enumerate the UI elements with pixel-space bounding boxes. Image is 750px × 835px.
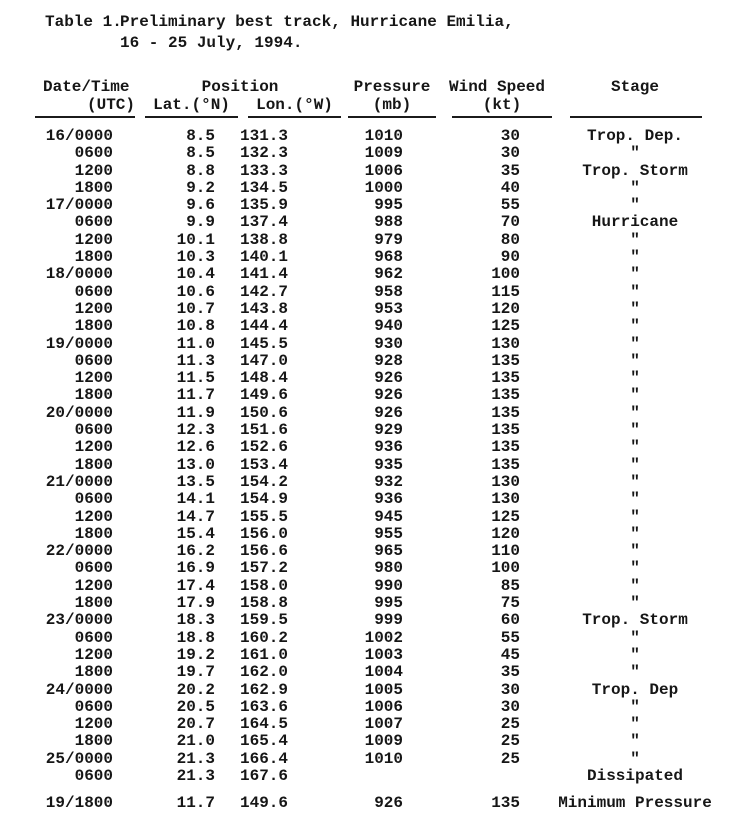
table-row — [0, 647, 750, 664]
cell-date-time: 20/0000 — [45, 403, 113, 422]
cell-pressure: 990 — [374, 576, 403, 595]
cell-date-time: 0600 — [74, 351, 113, 370]
cell-stage: " — [630, 282, 640, 301]
cell-pressure: 1007 — [364, 715, 403, 734]
column-header-mb: (mb) — [348, 95, 436, 118]
cell-stage: " — [630, 507, 640, 526]
cell-longitude: 147.0 — [239, 351, 288, 370]
table-row — [0, 630, 750, 647]
table-row — [0, 457, 750, 474]
cell-pressure: 945 — [374, 507, 403, 526]
table-row — [0, 163, 750, 180]
cell-longitude: 156.0 — [239, 524, 288, 543]
cell-pressure: 958 — [374, 282, 403, 301]
cell-date-time: 0600 — [74, 766, 113, 785]
table-row — [0, 768, 750, 785]
summary-row — [0, 795, 750, 812]
cell-stage: " — [630, 438, 640, 457]
cell-latitude: 11.5 — [176, 369, 215, 388]
cell-date-time: 19/1800 — [45, 794, 113, 813]
cell-wind-speed: 135 — [491, 438, 520, 457]
cell-pressure: 1010 — [364, 127, 403, 145]
cell-stage: " — [630, 369, 640, 388]
table-row — [0, 664, 750, 681]
cell-stage: " — [630, 421, 640, 440]
cell-date-time: 1800 — [74, 455, 113, 474]
cell-latitude: 18.3 — [176, 611, 215, 630]
column-header-longitude: Lon.(°W) — [248, 95, 341, 118]
cell-stage: " — [630, 334, 640, 353]
cell-wind-speed: 120 — [491, 524, 520, 543]
cell-date-time: 0600 — [74, 697, 113, 716]
cell-date-time: 18/0000 — [45, 265, 113, 284]
cell-latitude: 16.2 — [176, 542, 215, 561]
cell-latitude: 14.7 — [176, 507, 215, 526]
cell-stage: " — [630, 317, 640, 336]
cell-pressure: 995 — [374, 196, 403, 215]
cell-latitude: 10.8 — [176, 317, 215, 336]
cell-pressure: 1005 — [364, 680, 403, 699]
cell-date-time: 0600 — [74, 628, 113, 647]
table-row — [0, 526, 750, 543]
cell-pressure: 940 — [374, 317, 403, 336]
cell-wind-speed: 35 — [500, 663, 520, 682]
cell-stage: " — [630, 144, 640, 163]
cell-pressure: 929 — [374, 421, 403, 440]
table-row — [0, 353, 750, 370]
table-body — [0, 128, 750, 813]
cell-wind-speed: 135 — [491, 386, 520, 405]
cell-longitude: 131.3 — [239, 127, 288, 145]
cell-stage: " — [630, 472, 640, 491]
cell-stage: " — [630, 490, 640, 509]
cell-longitude: 154.9 — [239, 490, 288, 509]
table-row — [0, 145, 750, 162]
column-header-utc: (UTC) — [35, 95, 135, 118]
table-row — [0, 266, 750, 283]
cell-longitude: 167.6 — [239, 766, 288, 785]
cell-longitude: 165.4 — [239, 732, 288, 751]
cell-pressure: 1009 — [364, 732, 403, 751]
table-row — [0, 214, 750, 231]
cell-wind-speed: 30 — [500, 127, 520, 145]
cell-latitude: 21.0 — [176, 732, 215, 751]
cell-latitude: 8.5 — [186, 127, 215, 145]
cell-latitude: 11.7 — [176, 386, 215, 405]
cell-pressure: 979 — [374, 230, 403, 249]
cell-longitude: 161.0 — [239, 645, 288, 664]
table-row — [0, 509, 750, 526]
table-row — [0, 422, 750, 439]
table-row — [0, 128, 750, 145]
table-row — [0, 543, 750, 560]
cell-date-time: 1800 — [74, 317, 113, 336]
cell-date-time: 0600 — [74, 421, 113, 440]
cell-wind-speed: 25 — [500, 732, 520, 751]
cell-latitude: 15.4 — [176, 524, 215, 543]
cell-wind-speed: 25 — [500, 715, 520, 734]
table-row — [0, 595, 750, 612]
cell-date-time: 25/0000 — [45, 749, 113, 768]
cell-pressure: 980 — [374, 559, 403, 578]
cell-wind-speed: 85 — [500, 576, 520, 595]
column-header-kt: (kt) — [452, 95, 552, 118]
cell-pressure: 968 — [374, 248, 403, 267]
cell-stage: " — [630, 628, 640, 647]
table-row — [0, 578, 750, 595]
cell-pressure: 1006 — [364, 161, 403, 180]
cell-latitude: 14.1 — [176, 490, 215, 509]
table-title-line2: 16 - 25 July, 1994. — [120, 34, 303, 52]
cell-pressure: 962 — [374, 265, 403, 284]
cell-latitude: 9.6 — [186, 196, 215, 215]
cell-latitude: 20.7 — [176, 715, 215, 734]
cell-latitude: 11.0 — [176, 334, 215, 353]
cell-stage: " — [630, 230, 640, 249]
cell-latitude: 20.5 — [176, 697, 215, 716]
cell-date-time: 23/0000 — [45, 611, 113, 630]
cell-date-time: 1800 — [74, 663, 113, 682]
cell-longitude: 158.8 — [239, 594, 288, 613]
cell-stage: " — [630, 455, 640, 474]
cell-stage: " — [630, 732, 640, 751]
cell-wind-speed: 100 — [491, 559, 520, 578]
cell-longitude: 154.2 — [239, 472, 288, 491]
column-header-wind-speed: Wind Speed — [448, 78, 545, 96]
table-title-line1: Preliminary best track, Hurricane Emilia, — [120, 13, 514, 31]
cell-date-time: 24/0000 — [45, 680, 113, 699]
cell-stage: " — [630, 559, 640, 578]
cell-longitude: 159.5 — [239, 611, 288, 630]
cell-longitude: 153.4 — [239, 455, 288, 474]
table-row — [0, 699, 750, 716]
table-row — [0, 682, 750, 699]
cell-latitude: 13.5 — [176, 472, 215, 491]
stage-header-underline — [570, 95, 702, 118]
cell-pressure: 995 — [374, 594, 403, 613]
cell-stage: Hurricane — [591, 213, 679, 232]
cell-date-time: 0600 — [74, 213, 113, 232]
cell-longitude: 164.5 — [239, 715, 288, 734]
cell-wind-speed: 100 — [491, 265, 520, 284]
cell-wind-speed: 135 — [491, 351, 520, 370]
cell-stage: " — [630, 576, 640, 595]
table-row — [0, 180, 750, 197]
cell-pressure: 930 — [374, 334, 403, 353]
table-row — [0, 733, 750, 750]
cell-pressure — [288, 768, 403, 785]
table-row — [0, 491, 750, 508]
cell-date-time: 0600 — [74, 282, 113, 301]
cell-latitude: 19.7 — [176, 663, 215, 682]
cell-longitude: 141.4 — [239, 265, 288, 284]
cell-pressure: 1010 — [364, 749, 403, 768]
cell-latitude: 9.9 — [186, 213, 215, 232]
cell-stage: " — [630, 715, 640, 734]
cell-wind-speed: 135 — [491, 794, 520, 813]
cell-stage: " — [630, 749, 640, 768]
cell-longitude: 162.0 — [239, 663, 288, 682]
cell-longitude: 145.5 — [239, 334, 288, 353]
cell-wind-speed: 115 — [491, 282, 520, 301]
cell-date-time: 1200 — [74, 299, 113, 318]
cell-longitude: 162.9 — [239, 680, 288, 699]
table-row — [0, 336, 750, 353]
cell-stage: Trop. Dep. — [586, 127, 683, 145]
cell-latitude: 8.5 — [186, 144, 215, 163]
cell-stage: " — [630, 697, 640, 716]
cell-wind-speed: 120 — [491, 299, 520, 318]
cell-latitude: 9.2 — [186, 178, 215, 197]
cell-wind-speed — [403, 768, 520, 785]
table-row — [0, 197, 750, 214]
cell-longitude: 148.4 — [239, 369, 288, 388]
cell-longitude: 157.2 — [239, 559, 288, 578]
cell-wind-speed: 30 — [500, 144, 520, 163]
cell-pressure: 965 — [374, 542, 403, 561]
cell-longitude: 135.9 — [239, 196, 288, 215]
cell-pressure: 1004 — [364, 663, 403, 682]
cell-longitude: 133.3 — [239, 161, 288, 180]
table-row — [0, 370, 750, 387]
cell-pressure: 936 — [374, 490, 403, 509]
cell-longitude: 156.6 — [239, 542, 288, 561]
cell-longitude: 134.5 — [239, 178, 288, 197]
cell-wind-speed: 130 — [491, 490, 520, 509]
cell-longitude: 138.8 — [239, 230, 288, 249]
cell-pressure: 1002 — [364, 628, 403, 647]
table-row — [0, 560, 750, 577]
cell-latitude: 10.7 — [176, 299, 215, 318]
cell-date-time: 0600 — [74, 144, 113, 163]
cell-wind-speed: 25 — [500, 749, 520, 768]
table-row — [0, 439, 750, 456]
cell-longitude: 137.4 — [239, 213, 288, 232]
column-header-stage: Stage — [610, 78, 659, 96]
cell-latitude: 10.4 — [176, 265, 215, 284]
cell-wind-speed: 125 — [491, 507, 520, 526]
cell-wind-speed: 135 — [491, 403, 520, 422]
cell-latitude: 20.2 — [176, 680, 215, 699]
table-row — [0, 716, 750, 733]
cell-pressure: 955 — [374, 524, 403, 543]
cell-date-time: 1200 — [74, 230, 113, 249]
cell-pressure: 1000 — [364, 178, 403, 197]
cell-wind-speed: 80 — [500, 230, 520, 249]
cell-longitude: 158.0 — [239, 576, 288, 595]
cell-pressure: 935 — [374, 455, 403, 474]
cell-stage: " — [630, 403, 640, 422]
cell-date-time: 21/0000 — [45, 472, 113, 491]
cell-wind-speed: 70 — [500, 213, 520, 232]
cell-date-time: 1800 — [74, 178, 113, 197]
column-header-pressure: Pressure — [353, 78, 431, 96]
cell-date-time: 1200 — [74, 507, 113, 526]
cell-date-time: 0600 — [74, 490, 113, 509]
cell-latitude: 16.9 — [176, 559, 215, 578]
cell-stage: " — [630, 196, 640, 215]
cell-wind-speed: 55 — [500, 628, 520, 647]
cell-wind-speed: 75 — [500, 594, 520, 613]
cell-longitude: 152.6 — [239, 438, 288, 457]
cell-wind-speed: 30 — [500, 697, 520, 716]
cell-latitude: 17.9 — [176, 594, 215, 613]
cell-stage: " — [630, 645, 640, 664]
cell-date-time: 1800 — [74, 524, 113, 543]
cell-latitude: 12.6 — [176, 438, 215, 457]
cell-date-time: 1200 — [74, 576, 113, 595]
cell-date-time: 22/0000 — [45, 542, 113, 561]
cell-pressure: 932 — [374, 472, 403, 491]
cell-stage: Minimum Pressure — [558, 794, 712, 813]
cell-stage: " — [630, 386, 640, 405]
cell-longitude: 151.6 — [239, 421, 288, 440]
cell-wind-speed: 35 — [500, 161, 520, 180]
cell-latitude: 11.9 — [176, 403, 215, 422]
cell-latitude: 12.3 — [176, 421, 215, 440]
table-row — [0, 612, 750, 629]
cell-stage: Trop. Dep — [591, 680, 679, 699]
table-row — [0, 284, 750, 301]
cell-stage: " — [630, 663, 640, 682]
table-row — [0, 751, 750, 768]
cell-pressure: 928 — [374, 351, 403, 370]
cell-latitude: 8.8 — [186, 161, 215, 180]
cell-latitude: 21.3 — [176, 749, 215, 768]
cell-latitude: 13.0 — [176, 455, 215, 474]
cell-date-time: 1200 — [74, 161, 113, 180]
cell-wind-speed: 135 — [491, 455, 520, 474]
cell-wind-speed: 110 — [491, 542, 520, 561]
cell-date-time: 1800 — [74, 386, 113, 405]
cell-date-time: 1800 — [74, 732, 113, 751]
cell-longitude: 144.4 — [239, 317, 288, 336]
cell-date-time: 0600 — [74, 559, 113, 578]
cell-latitude: 10.6 — [176, 282, 215, 301]
cell-date-time: 1200 — [74, 369, 113, 388]
cell-latitude: 11.7 — [176, 794, 215, 813]
cell-longitude: 149.6 — [239, 386, 288, 405]
cell-stage: Trop. Storm — [582, 161, 688, 180]
cell-wind-speed: 40 — [500, 178, 520, 197]
cell-stage: " — [630, 178, 640, 197]
cell-pressure: 999 — [374, 611, 403, 630]
cell-longitude: 149.6 — [239, 794, 288, 813]
cell-latitude: 18.8 — [176, 628, 215, 647]
cell-stage: " — [630, 524, 640, 543]
cell-latitude: 17.4 — [176, 576, 215, 595]
table-row — [0, 249, 750, 266]
cell-date-time: 1200 — [74, 645, 113, 664]
cell-stage: " — [630, 299, 640, 318]
table-row — [0, 232, 750, 249]
cell-date-time: 19/0000 — [45, 334, 113, 353]
column-header-date-time: Date/Time — [43, 78, 130, 96]
cell-pressure: 1003 — [364, 645, 403, 664]
cell-latitude: 10.1 — [176, 230, 215, 249]
table-row — [0, 318, 750, 335]
table-label: Table 1. — [45, 13, 122, 31]
column-header-position: Position — [201, 78, 279, 96]
cell-longitude: 140.1 — [239, 248, 288, 267]
cell-pressure: 1006 — [364, 697, 403, 716]
cell-wind-speed: 135 — [491, 421, 520, 440]
cell-stage: " — [630, 542, 640, 561]
cell-longitude: 155.5 — [239, 507, 288, 526]
cell-date-time: 1200 — [74, 715, 113, 734]
cell-latitude: 10.3 — [176, 248, 215, 267]
table-row — [0, 387, 750, 404]
cell-pressure: 926 — [374, 369, 403, 388]
cell-pressure: 926 — [374, 403, 403, 422]
cell-longitude: 150.6 — [239, 403, 288, 422]
cell-wind-speed: 130 — [491, 472, 520, 491]
cell-pressure: 926 — [374, 386, 403, 405]
cell-longitude: 160.2 — [239, 628, 288, 647]
cell-wind-speed: 30 — [500, 680, 520, 699]
cell-stage: " — [630, 265, 640, 284]
cell-longitude: 143.8 — [239, 299, 288, 318]
cell-pressure: 988 — [374, 213, 403, 232]
cell-pressure: 926 — [374, 794, 403, 813]
table-row — [0, 474, 750, 491]
cell-longitude: 132.3 — [239, 144, 288, 163]
table-row — [0, 405, 750, 422]
cell-stage: " — [630, 248, 640, 267]
cell-wind-speed: 55 — [500, 196, 520, 215]
cell-longitude: 142.7 — [239, 282, 288, 301]
cell-date-time: 16/0000 — [45, 127, 113, 145]
cell-wind-speed: 45 — [500, 645, 520, 664]
cell-wind-speed: 90 — [500, 248, 520, 267]
cell-latitude: 11.3 — [176, 351, 215, 370]
table-row — [0, 301, 750, 318]
cell-date-time: 1800 — [74, 248, 113, 267]
column-header-latitude: Lat.(°N) — [145, 95, 238, 118]
cell-wind-speed: 135 — [491, 369, 520, 388]
cell-wind-speed: 125 — [491, 317, 520, 336]
cell-date-time: 1200 — [74, 438, 113, 457]
cell-date-time: 1800 — [74, 594, 113, 613]
cell-stage: " — [630, 594, 640, 613]
cell-longitude: 163.6 — [239, 697, 288, 716]
cell-latitude: 21.3 — [176, 766, 215, 785]
cell-stage: Trop. Storm — [582, 611, 688, 630]
cell-stage: Dissipated — [586, 766, 683, 785]
cell-wind-speed: 130 — [491, 334, 520, 353]
cell-longitude: 166.4 — [239, 749, 288, 768]
cell-stage: " — [630, 351, 640, 370]
cell-pressure: 936 — [374, 438, 403, 457]
cell-pressure: 953 — [374, 299, 403, 318]
cell-latitude: 19.2 — [176, 645, 215, 664]
cell-wind-speed: 60 — [500, 611, 520, 630]
cell-date-time: 17/0000 — [45, 196, 113, 215]
cell-pressure: 1009 — [364, 144, 403, 163]
